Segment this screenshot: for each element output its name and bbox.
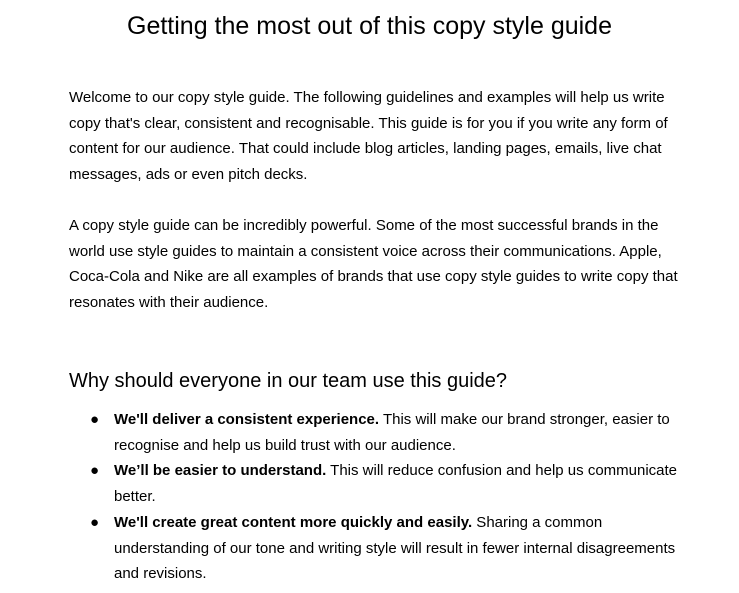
- list-item-text: Sharing a common understanding of our tone and writing style will result in fewer internal disagreements and revisions.: [114, 513, 676, 583]
- list-item-text: This will make our brand stronger, easier to recognise and help us build trust with our audience.: [114, 411, 670, 454]
- section-heading: Why should everyone in our team use this guide?: [69, 370, 508, 392]
- list-item: [69, 407, 679, 458]
- list-item-lead: We'll deliver a consistent experience.: [114, 411, 380, 428]
- list-item: [69, 458, 679, 509]
- bullet-icon: ●: [90, 462, 100, 480]
- bullet-icon: ●: [90, 411, 100, 428]
- intro-paragraph: Welcome to our copy style guide. The following guidelines and examples will help us write copy that's clear, consistent and recognisable. This guide is for you if you write any form of content for our audience. That could include blog articles, landing pages, emails, live chat messages, ads or even pitch decks.: [69, 89, 668, 184]
- bullet-icon: ●: [90, 513, 100, 531]
- list-item: [69, 510, 679, 587]
- list-item-lead: We’ll be easier to understand.: [114, 462, 327, 480]
- style-guide-paragraph: A copy style guide can be incredibly powerful. Some of the most successful brands in the world use style guides to maintain a consistent voice across their communications. Apple, Coca-Cola and Nike are all examples of brands that use copy style guides to write copy that resonates with their audience.: [69, 217, 678, 312]
- document-title: Getting the most out of this copy style guide: [127, 12, 612, 40]
- benefits-list: [69, 407, 679, 587]
- list-item-lead: We'll create great content more quickly and easily.: [114, 513, 473, 531]
- list-item-text: This will reduce confusion and help us communicate better.: [114, 462, 678, 506]
